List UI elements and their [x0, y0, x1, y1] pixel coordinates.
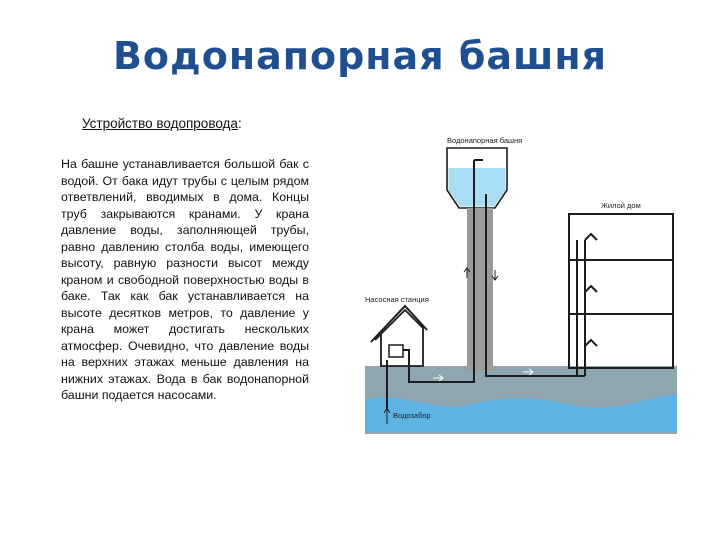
pump-label: Насосная станция [365, 295, 429, 304]
subtitle-text: Устройство водопровода [82, 116, 238, 131]
water-tower-diagram [363, 128, 681, 434]
tower-to-house-pipe [486, 240, 577, 376]
page-title: Водонапорная башня [112, 34, 608, 78]
tower-shaft [467, 208, 493, 370]
tank-water [449, 168, 506, 207]
house-risers [577, 234, 597, 376]
intake-label: Водозабор [393, 411, 431, 420]
pump-box [389, 345, 403, 357]
house-label: Жилой дом [601, 201, 641, 210]
section-subtitle [82, 116, 242, 131]
description-paragraph: На башне устанавливается большой бак с водой. От бака идут трубы с целым рядом ответвлений, вводимых в дома. Концы труб закрываются кранами. У крана давление воды, заполняющей трубы, равно давлению столба воды, имеющего высоту, равную разности высот между краном и свободной поверхностью воды в баке. Так как бак устанавливается на высоте десятков метров, то давление у крана может достигать нескольких атмосфер. Очевидно, что давление воды на верхних этажах меньше давления на нижних этажах. Вода в бак водонапорной башни подается насосами. [61, 157, 309, 402]
tower-label: Водонапорная башня [447, 136, 523, 145]
subtitle-colon: : [237, 116, 242, 131]
